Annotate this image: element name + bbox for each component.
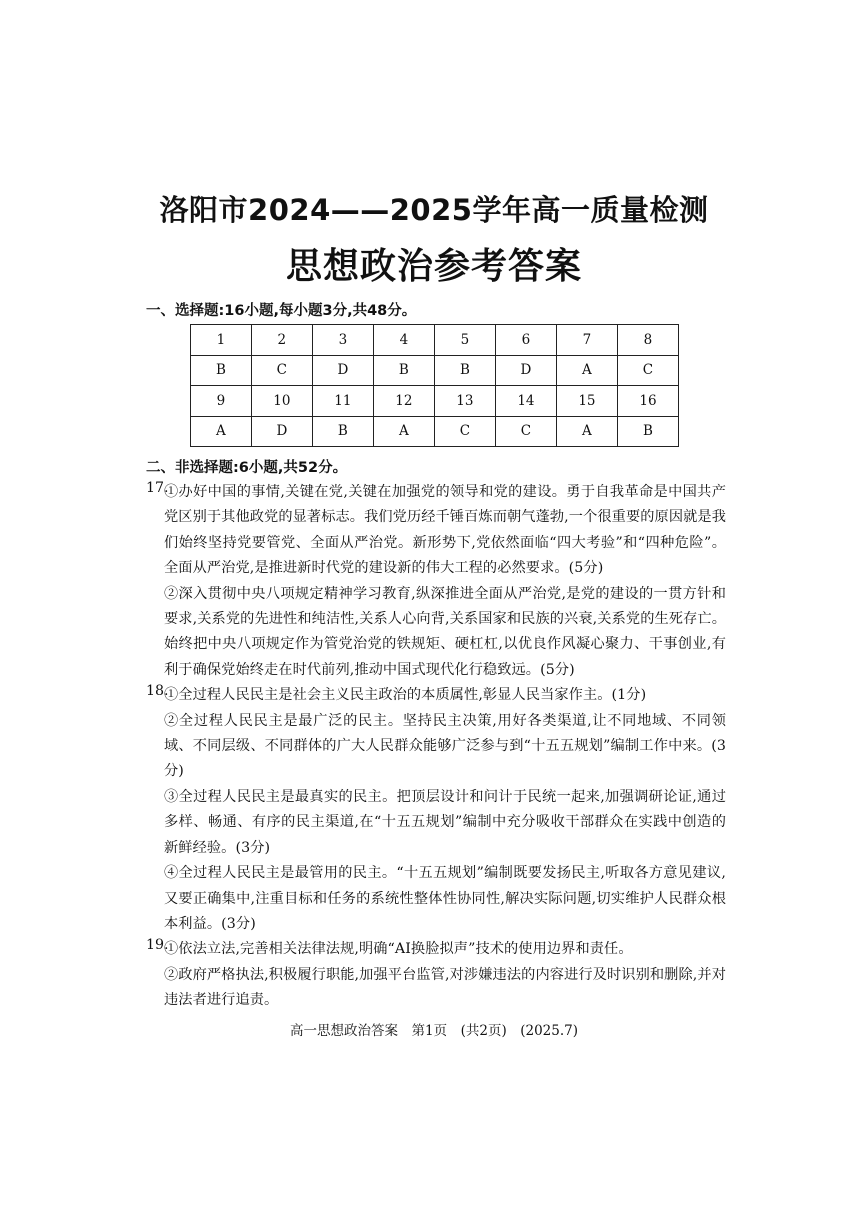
question-number-cell: 13 [434,386,495,417]
answer-cell: D [251,416,312,447]
non-choice-answers [146,480,726,1014]
answer-cell: C [434,416,495,447]
answer-cell: A [191,416,252,447]
question-number-cell: 4 [373,325,434,356]
question-number: 17. [146,480,169,496]
section-2-heading: 二、非选择题:6小题,共52分。 [146,460,348,476]
document-title: 思想政治参考答案 [285,246,582,287]
answer-cell: A [556,355,617,386]
answer-cell: B [373,355,434,386]
question-answer [146,480,726,683]
question-number-cell: 2 [251,325,312,356]
answer-cell: A [556,416,617,447]
answer-paragraph: ①依法立法,完善相关法律法规,明确“AI换脸拟声”技术的使用边界和责任。 [164,941,633,958]
answer-paragraph: ②政府严格执法,积极履行职能,加强平台监管,对涉嫌违法的内容进行及时识别和删除,并对违法者进行追责。 [164,966,726,1009]
question-number-cell: 16 [617,386,678,417]
answer-paragraph: ①办好中国的事情,关键在党,关键在加强党的领导和党的建设。勇于自我革命是中国共产党区别于其他政党的显著标志。我们党历经千锤百炼而朝气蓬勃,一个很重要的原因就是我们始终坚持党要管党、全面从严治党。新形势下,党依然面临“四大考验”和“四种危险”。全面从严治党,是推进新时代党的建设新的伟大工程的必然要求。(5分) [164,484,726,577]
question-number-cell: 7 [556,325,617,356]
question-number-row [191,325,679,356]
question-number-cell: 12 [373,386,434,417]
answer-paragraph: ②全过程人民民主是最广泛的民主。坚持民主决策,用好各类渠道,让不同地域、不同领域、不同层级、不同群体的广大人民群众能够广泛参与到“十五五规划”编制工作中来。(3分) [164,712,726,780]
answer-cell: C [495,416,556,447]
answer-cell: A [373,416,434,447]
answer-cell: B [312,416,373,447]
question-number-cell: 8 [617,325,678,356]
page-footer: 高一思想政治答案 第1页 (共2页) (2025.7) [290,1023,578,1039]
answer-cell: D [312,355,373,386]
question-number-cell: 11 [312,386,373,417]
question-answer [146,937,726,1013]
answer-cell: C [617,355,678,386]
question-number-cell: 15 [556,386,617,417]
question-number-cell: 1 [191,325,252,356]
question-number-cell: 6 [495,325,556,356]
question-answer [146,683,726,937]
question-number-cell: 9 [191,386,252,417]
question-number-cell: 10 [251,386,312,417]
question-number: 18. [146,683,169,700]
question-number-cell: 14 [495,386,556,417]
question-number-cell: 3 [312,325,373,356]
answer-paragraph: ④全过程人民民主是最管用的民主。“十五五规划”编制既要发扬民主,听取各方意见建议,又要正确集中,注重目标和任务的系统性整体性协同性,解决实际问题,切实维护人民群众根本利益。(3分) [164,865,726,932]
answer-paragraph: ①全过程人民民主是社会主义民主政治的本质属性,彰显人民当家作主。(1分) [164,687,647,704]
answer-cell: D [495,355,556,386]
section-1-heading: 一、选择题:16小题,每小题3分,共48分。 [146,303,417,319]
answer-cell: B [617,416,678,447]
choice-answer-table [190,324,679,447]
answer-paragraph: ③全过程人民民主是最真实的民主。把顶层设计和问计于民统一起来,加强调研论证,通过多样、畅通、有序的民主渠道,在“十五五规划”编制中充分吸收干部群众在实践中创造的新鲜经验。(3分) [164,788,726,856]
answer-row [191,416,679,447]
answer-paragraph: ②深入贯彻中央八项规定精神学习教育,纵深推进全面从严治党,是党的建设的一贯方针和要求,关系党的先进性和纯洁性,关系人心向背,关系国家和民族的兴衰,关系党的生死存亡。始终把中央八项规定作为管党治党的铁规矩、硬杠杠,以优良作风凝心聚力、干事创业,有利于确保党始终走在时代前列,推动中国式现代化行稳致远。(5分) [164,585,726,678]
question-number-row [191,386,679,417]
exam-title: 洛阳市2024——2025学年高一质量检测 [159,193,709,227]
answer-cell: B [434,355,495,386]
answer-row [191,355,679,386]
answer-cell: C [251,355,312,386]
question-number-cell: 5 [434,325,495,356]
answer-cell: B [191,355,252,386]
question-number: 19. [146,937,169,954]
